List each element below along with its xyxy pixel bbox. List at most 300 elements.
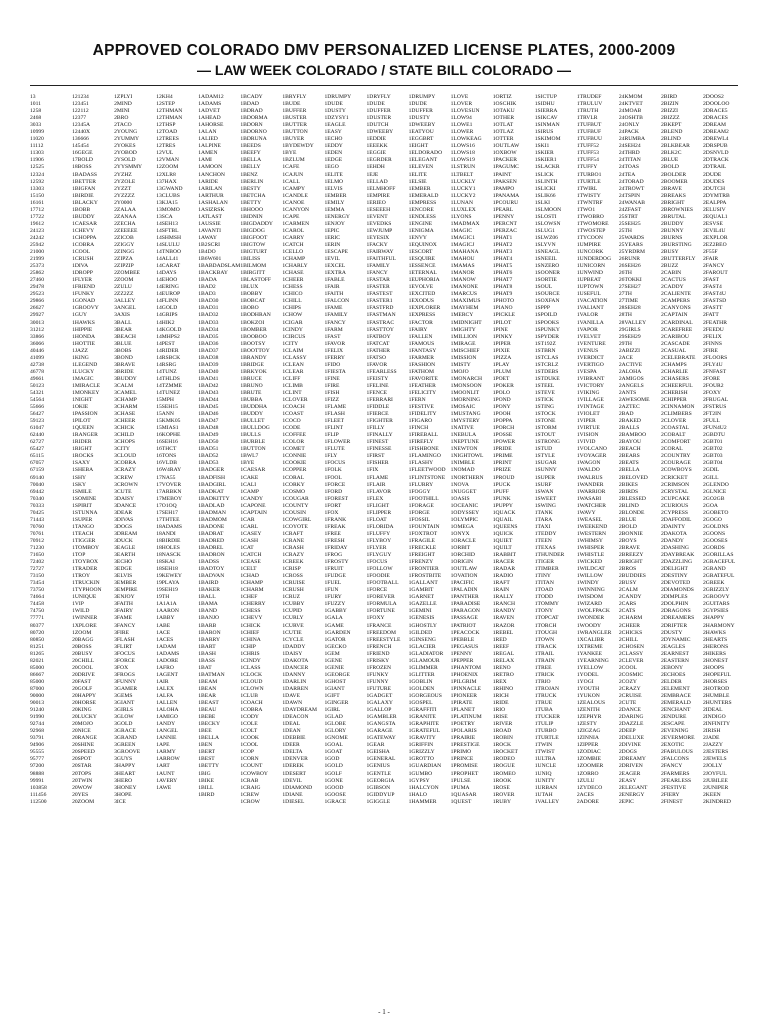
plate-entry: 2CACTUS	[660, 277, 686, 284]
plate-entry: 17SEH17	[156, 509, 178, 516]
plate-entry: 1EMERALD	[408, 192, 439, 199]
plate-entry: 21000	[30, 249, 44, 256]
plate-entry: 1BEEFY	[240, 150, 261, 157]
plate-entry: 2FANCY	[660, 763, 683, 770]
plate-entry: 1ANNIE	[156, 735, 177, 742]
plate-entry: 1GONAD	[72, 298, 96, 305]
plate-entry: 3HERO	[114, 777, 133, 784]
plate-entry: 1BUDDY	[240, 411, 263, 418]
plate-entry: 2ESCAPE	[660, 721, 685, 728]
plate-entry: 1BASH	[198, 650, 216, 657]
plate-entry: 1PHAT7	[492, 277, 513, 284]
plate-entry: 2ESVSE	[703, 220, 723, 227]
plate-entry: 2ZOMBEE	[114, 270, 140, 277]
plate-entry: 2HAPPY	[703, 615, 725, 622]
plate-entry: 1VIRTUE	[576, 425, 600, 432]
plate-entry: 2ANTS	[618, 389, 637, 396]
plate-entry: 1PHAT2	[492, 241, 513, 248]
plate-entry: 2BELLA	[618, 467, 640, 474]
plate-entry: 3AXIS	[114, 312, 130, 319]
plate-entry: 1NATIVE	[450, 425, 474, 432]
plate-entry: 1FIREBALL	[408, 432, 439, 439]
plate-entry: 1EMBER	[408, 185, 431, 192]
plate-entry: 80720	[30, 629, 44, 636]
plate-entry: 14TNBOO	[156, 249, 182, 256]
plate-entry: 1MAHOU	[450, 256, 475, 263]
plate-entry: 3HAPPY	[114, 763, 136, 770]
plate-entry: 1ALFA	[156, 692, 174, 699]
plate-entry: 1BADVAN	[198, 573, 225, 580]
plate-entry: 1BADRAT	[198, 530, 224, 537]
plate-entry: 82021	[30, 657, 44, 664]
plate-entry: 1FUNKY	[366, 671, 389, 678]
plate-entry: 1PARAGON	[450, 608, 480, 615]
plate-entry: 1FELICITY	[408, 389, 437, 396]
plate-entry: 1BCADY	[240, 94, 263, 100]
plate-entry: 95777	[30, 756, 44, 763]
plate-entry: 1LTBELT	[450, 171, 474, 178]
plate-entry: 20LUCKY	[72, 714, 97, 721]
plate-entry: 1BAD34	[198, 326, 219, 333]
plate-entry: 69140	[30, 474, 44, 481]
plate-entry: 1FOCUS	[324, 460, 346, 467]
plate-entry: 14ALL41	[156, 256, 179, 263]
plate-entry: 1OTHER	[492, 115, 515, 122]
plate-entry: 1GIFT	[324, 692, 340, 699]
plate-entry: 2BLESSED	[618, 495, 646, 502]
plate-entry: 1WINNING	[576, 587, 605, 594]
plate-entry: 16161	[30, 199, 44, 206]
plate-entry: 1GALAXY	[366, 700, 393, 707]
plate-entry: 1CLASSY	[282, 354, 307, 361]
plate-entry: 1SWEET	[534, 495, 557, 502]
plate-entry: 145454	[72, 143, 89, 150]
plate-entry: 1DRYFLY	[366, 94, 391, 100]
plate-entry: 2DOOS2	[703, 94, 724, 100]
plate-entry: 16W4RAY	[156, 467, 182, 474]
plate-entry: 1BRUNO	[240, 382, 263, 389]
plate-entry: 3GRAND	[114, 735, 137, 742]
plate-entry: 2DSNVLD	[703, 150, 729, 157]
plate-entry: 12VMAN	[156, 157, 179, 164]
plate-entry: 2ACTIVE	[618, 361, 643, 368]
plate-column	[367, 94, 402, 994]
plate-entry: 2DOOLOO	[703, 101, 730, 108]
plate-entry: 1VANILLA	[576, 319, 604, 326]
plate-entry: 1CAPONE	[240, 502, 266, 509]
plate-entry: 1BAD42	[198, 382, 219, 389]
plate-entry: 70340	[30, 495, 44, 502]
plate-entry: 1FORCE	[324, 481, 346, 488]
plate-entry: 1TYPHOON	[72, 587, 102, 594]
plate-entry: 2FAST	[703, 277, 720, 284]
plate-entry: 1BUDDY	[72, 213, 95, 220]
plate-entry: 21999	[30, 256, 44, 263]
plate-entry: 1FOLK	[324, 467, 342, 474]
plate-entry: 2EARNEST	[660, 650, 689, 657]
plate-entry: 2JUBILEE	[703, 777, 728, 784]
plate-entry: 1BRANDY	[240, 354, 267, 361]
plate-entry: 1DAKOTA	[282, 657, 309, 664]
plate-entry: 17BOLD	[72, 157, 93, 164]
plate-entry: 1CHESS	[240, 608, 261, 615]
plate-entry: 2BOLD	[660, 164, 679, 171]
plate-entry: 1TIMBER	[534, 566, 559, 573]
plate-entry: 1VENTURE	[576, 340, 606, 347]
plate-entry: 1GINSENG	[408, 636, 436, 643]
plate-entry: 1TWOBRO	[576, 213, 604, 220]
plate-entry: 1BLACKY	[72, 199, 98, 206]
plate-entry: 20HORSE	[72, 700, 96, 707]
plate-entry: 1FROG	[324, 552, 343, 559]
plate-entry: 54321	[30, 389, 44, 396]
plate-entry: 2DTRAIL	[703, 164, 727, 171]
plate-entry: 12TOAD	[156, 129, 178, 136]
plate-entry: 26TOKKI	[618, 277, 642, 284]
plate-entry: 1GOBLIN	[408, 678, 433, 685]
plate-entry: 1TREE	[534, 664, 552, 671]
plate-entry: 1FERRARI	[366, 397, 393, 404]
plate-entry: 16TONS	[156, 453, 177, 460]
plate-entry: 1TOPCAT	[534, 615, 559, 622]
plate-entry: 1CELLO	[282, 249, 304, 256]
plate-entry: 17712	[30, 206, 44, 213]
plate-entry: 2FAST4U	[703, 291, 726, 298]
plate-entry: 1FLUTE	[324, 446, 345, 453]
plate-entry: 1OMEGA	[450, 523, 474, 530]
plate-entry: 1PAKSEN	[492, 178, 517, 185]
plate-entry: 1PHAT1	[492, 234, 513, 241]
plate-entry: 2DUSTY	[660, 629, 683, 636]
plate-entry: 2BROWNIES	[660, 206, 693, 213]
plate-entry: 1BZLUM	[282, 157, 305, 164]
plate-entry: 1FASHION	[408, 361, 436, 368]
plate-entry: 1LOVE	[450, 94, 469, 100]
plate-entry: 18NASCK	[156, 552, 181, 559]
plate-entry: 1SPPP	[534, 305, 550, 312]
plate-entry: 1BDORN	[240, 122, 263, 129]
plate-entry: 15MPH	[156, 397, 174, 404]
plate-entry: 1PONY	[492, 404, 511, 411]
plate-entry: 1ESQUIRE	[408, 256, 435, 263]
plate-entry: 1DAISY	[282, 650, 303, 657]
plate-entry: 1RICH	[492, 692, 509, 699]
plate-entry: 1GEORGIA	[366, 777, 395, 784]
plate-entry: 1GOAT	[324, 749, 343, 756]
plate-entry: 2EAGER	[618, 770, 641, 777]
plate-entry: 1BWL7	[240, 453, 259, 460]
plate-entry: 2YOUNG	[114, 129, 138, 136]
plate-entry: 31212	[30, 326, 44, 333]
plate-entry: 2HARMONY	[703, 622, 735, 629]
plate-entry: 1SUNNY	[534, 467, 557, 474]
plate-entry: 1PINE	[492, 326, 508, 333]
plate-entry: 1GLADIATOR	[408, 650, 444, 657]
plate-entry: 1GOSPEL	[408, 700, 433, 707]
plate-entry: 1WHISTLE	[576, 552, 605, 559]
plate-entry: 1COUNTY	[282, 502, 309, 509]
plate-entry: 2JAZZY	[703, 742, 723, 749]
plate-entry: 2FINEST	[660, 798, 683, 805]
plate-entry: 1RADAR	[492, 566, 516, 573]
plate-entry: 1HALO	[408, 791, 427, 798]
plate-entry: 1OTAKU	[492, 108, 515, 115]
plate-entry: 1FLYER	[72, 277, 93, 284]
plate-entry: 2FINNS	[703, 340, 722, 347]
plate-entry: 1COMET	[282, 446, 305, 453]
plate-entry: 1CRUSH	[72, 256, 94, 263]
plate-entry: 16VLDB	[156, 460, 178, 467]
plate-entry: 1GLAD	[324, 714, 343, 721]
plate-entry: 17MEBOY	[156, 495, 182, 502]
plate-entry: 2ELEGANT	[618, 784, 648, 791]
plate-entry: 1WOODY	[576, 622, 602, 629]
plate-entry: 1AHORSE	[198, 122, 224, 129]
plate-entry: 1ALOHA	[156, 707, 179, 714]
plate-entry: 1BEAN	[198, 685, 217, 692]
plate-entry: 2BURSTING	[660, 241, 692, 248]
plate-entry: 1FIX	[366, 467, 379, 474]
plate-entry: 50123	[30, 382, 44, 389]
plate-entry: 1SMILE	[72, 488, 92, 495]
plate-entry: 1STICK	[534, 397, 554, 404]
plate-entry: 3CHILD	[114, 432, 135, 439]
plate-entry: 2CALIENTE	[660, 291, 692, 298]
plate-entry: 2CABIN	[660, 270, 682, 277]
plate-entry: 12VUL	[156, 150, 174, 157]
plate-entry: 1FISH	[324, 389, 340, 396]
plate-entry: 1BDORNO	[240, 129, 267, 136]
plate-entry: 1VIBRANT	[576, 375, 605, 382]
plate-entry: 1FRAGILE	[408, 537, 435, 544]
plate-entry: 2GDIL	[703, 467, 720, 474]
plate-entry: 2BIRD	[660, 94, 678, 100]
plate-entry: 1PAGUMC	[492, 164, 519, 171]
plate-entry: 2468	[30, 115, 42, 122]
plate-entry: 1DRUMPY	[408, 94, 436, 100]
plate-entry: 12377	[72, 115, 87, 122]
plate-entry: 19KEWEY	[156, 573, 182, 580]
plate-entry: 2DEVOTED	[660, 580, 691, 587]
plate-entry: 2YYSMMY	[114, 164, 143, 171]
plate-entry: 1RIO	[492, 707, 506, 714]
plate-entry: 3EDGE	[114, 566, 132, 573]
plate-entry: 1AUSSIE	[198, 220, 221, 227]
plate-entry: 1FORD	[324, 488, 343, 495]
plate-entry: 1QUIET	[492, 537, 513, 544]
plate-entry: 1TEXAS	[534, 545, 556, 551]
plate-entry: 12324	[30, 171, 44, 178]
plate-entry: 2COSMIC	[618, 671, 644, 678]
plate-entry: 2BLKBEAR	[660, 143, 690, 150]
plate-entry: 2ZOOM	[114, 277, 134, 284]
plate-entry: 1FAST	[324, 333, 341, 340]
plate-entry: 1UPTOWN	[576, 284, 604, 291]
plate-entry: 67159	[30, 467, 44, 474]
plate-entry: 1BATMAN	[198, 671, 225, 678]
plate-entry: 3DOGS	[114, 523, 133, 530]
plate-entry: 14SHMSH	[156, 234, 182, 241]
plate-entry: 3DEAR	[114, 509, 133, 516]
plate-entry: 1TRACK	[534, 643, 557, 650]
plate-entry: 1ANGEL	[156, 728, 178, 735]
plate-entry: 2GORDS	[703, 545, 725, 551]
plate-entry: 1RETRO	[492, 671, 514, 678]
plate-entry: 2COZY	[618, 678, 637, 685]
plate-entry: 1ELEGANT	[408, 157, 438, 164]
plate-entry: 1GOAL	[324, 742, 343, 749]
plate-entry: 1VERDICT	[576, 354, 604, 361]
plate-column	[114, 94, 149, 994]
plate-entry: 2COWBOYS	[660, 467, 692, 474]
plate-entry: 2TACO	[114, 122, 132, 129]
plate-entry: 1PHOTO	[492, 298, 515, 305]
plate-entry: 3GLOW	[114, 714, 134, 721]
plate-entry: 1BARRY	[198, 636, 221, 643]
plate-entry: 1BRUCE	[240, 375, 262, 382]
plate-entry: 1COYOTE	[282, 523, 308, 530]
plate-entry: 2JEWELS	[703, 756, 727, 763]
plate-entry: 2CUPCAKE	[660, 495, 690, 502]
plate-entry: 20SHINE	[72, 742, 95, 749]
plate-entry: 1FANTASY	[408, 347, 437, 354]
plate-entry: 1PULSE	[450, 777, 471, 784]
plate-entry: 1DEBBIE	[282, 735, 306, 742]
plate-entry: 73150	[30, 573, 44, 580]
plate-entry: 1FUN	[324, 587, 339, 594]
plate-entry: 2GLENDO	[703, 481, 729, 488]
plate-entry: 2ECHOES	[660, 671, 686, 678]
plate-entry: 2MINI	[114, 108, 130, 115]
plate-entry: 1GENESIS	[408, 615, 435, 622]
plate-entry: 1MONSOON	[450, 382, 482, 389]
plate-entry: 1GRATEFUL	[408, 728, 440, 735]
plate-entry: 2KEEN	[703, 791, 721, 798]
plate-entry: 1BASS	[198, 657, 216, 664]
plate-entry: 1QUEST	[450, 798, 472, 805]
plate-entry: 1CALI	[240, 481, 257, 488]
plate-entry: 1KING	[72, 354, 89, 361]
plate-entry: 1AWAY	[198, 234, 217, 241]
plate-entry: 1OKIE	[72, 404, 89, 411]
plate-entry: 11112	[30, 143, 44, 150]
plate-entry: 3EAGLE	[114, 545, 136, 551]
plate-entry: 1ROGUE	[492, 763, 515, 770]
plate-entry: 1FANCY	[324, 319, 346, 326]
plate-entry: 2ZECHA	[114, 220, 136, 227]
plate-entry: 1EPIC	[324, 227, 340, 234]
plate-entry: 1MAMAS	[450, 263, 475, 270]
plate-entry: 1FUZZY	[324, 601, 346, 608]
plate-entry: 1TROY	[72, 573, 91, 580]
plate-entry: 1CHILL	[282, 298, 302, 305]
plate-entry: 55666	[30, 404, 44, 411]
plate-entry: 1DARREN	[282, 685, 309, 692]
plate-entry: 1CAR	[240, 516, 255, 523]
plate-entry: 1PRINCE	[450, 756, 474, 763]
plate-entry: 1FINESSE	[366, 446, 392, 453]
plate-entry: 24MOAB	[618, 108, 642, 115]
plate-entry: 1BAD38	[198, 354, 219, 361]
plate-entry: 2HAWKS	[703, 629, 726, 636]
plate-entry: 1EVOLVE	[408, 284, 434, 291]
plate-entry: 2BREAKS	[660, 192, 686, 199]
plate-entry: 103858	[30, 784, 47, 791]
plate-entry: 1WONDER	[576, 615, 605, 622]
plate-entry: 2CRYSTAL	[660, 488, 689, 495]
plate-entry: 1CANDLE	[282, 192, 308, 199]
plate-entry: 95555	[30, 749, 44, 756]
plate-entry: 1PEARL	[492, 206, 514, 213]
plate-entry: 1EDEN	[324, 150, 343, 157]
plate-entry: 1BOOTSY	[240, 340, 266, 347]
plate-entry: 2CRAZY	[618, 685, 641, 692]
plate-entry: 1MORNING	[450, 397, 481, 404]
plate-entry: 1FUNKY	[72, 291, 95, 298]
plate-entry: 70912	[30, 537, 44, 544]
plate-entry: 1PHOENIX	[450, 671, 478, 678]
plate-entry: 1FARMER	[408, 354, 434, 361]
plate-entry: 1CASH	[240, 537, 259, 544]
plate-entry: 1SOXFAN	[534, 298, 560, 305]
plate-entry: 1FLEETWOOD	[408, 467, 446, 474]
plate-entry: 1CROW	[240, 798, 260, 805]
plate-entry: 1AIR	[156, 678, 169, 685]
plate-entry: 14TZMME	[156, 382, 182, 389]
plate-entry: 2CARIBOU	[660, 333, 689, 340]
plate-entry: 20MOJO	[72, 721, 93, 728]
plate-entry: 1FOXTROT	[408, 530, 438, 537]
plate-entry: 99991	[30, 777, 44, 784]
plate-entry: 1CHESS	[282, 284, 303, 291]
plate-entry: 1LOWS19	[450, 157, 475, 164]
plate-entry: 1ARMY	[156, 749, 176, 756]
plate-entry: 1VISION	[576, 432, 599, 439]
plate-entry: 1SKY	[72, 481, 87, 488]
plate-entry: 2EVIL4U	[703, 227, 726, 234]
plate-entry: 1TUFBUF	[576, 129, 602, 136]
plate-column	[535, 94, 570, 994]
plate-entry: 13303	[30, 185, 44, 192]
plate-entry: 1FLY	[324, 453, 338, 460]
plate-entry: 1ROAD	[492, 728, 512, 735]
plate-entry: 1BAIRD	[198, 580, 219, 587]
plate-entry: 1STCRLZ	[534, 361, 559, 368]
plate-entry: 1CHICK	[240, 622, 261, 629]
plate-entry: 1WARRIOR	[576, 488, 606, 495]
plate-entry: 1MIDNIGHT	[450, 319, 482, 326]
plate-column	[72, 94, 107, 994]
plate-entry: 1BAD44	[198, 397, 219, 404]
plate-entry: 1TOUGH	[534, 629, 558, 636]
plate-entry: 1ZOOM	[72, 629, 92, 636]
plate-entry: 1SOURCE	[534, 291, 560, 298]
plate-entry: 2INDIGO	[703, 714, 726, 721]
plate-entry: 1TOP	[72, 552, 86, 559]
plate-entry: 1NIGHTOWL	[450, 453, 484, 460]
plate-entry: 1GEM	[324, 650, 340, 657]
plate-entry: 1STRONG	[534, 439, 560, 446]
plate-entry: 1SLYVN	[534, 241, 556, 248]
plate-entry: 1BADSS	[198, 559, 220, 566]
plate-entry: 1PIRATE	[450, 700, 473, 707]
plate-entry: 3ENJOY	[114, 594, 135, 601]
plate-entry: 1RAZOR	[492, 622, 515, 629]
plate-entry: 3HOPE	[114, 791, 132, 798]
plate-entry: 1FIGARO	[408, 418, 433, 425]
plate-entry: 3BALL	[114, 319, 132, 326]
plate-entry: 1MADMAX	[450, 220, 480, 227]
